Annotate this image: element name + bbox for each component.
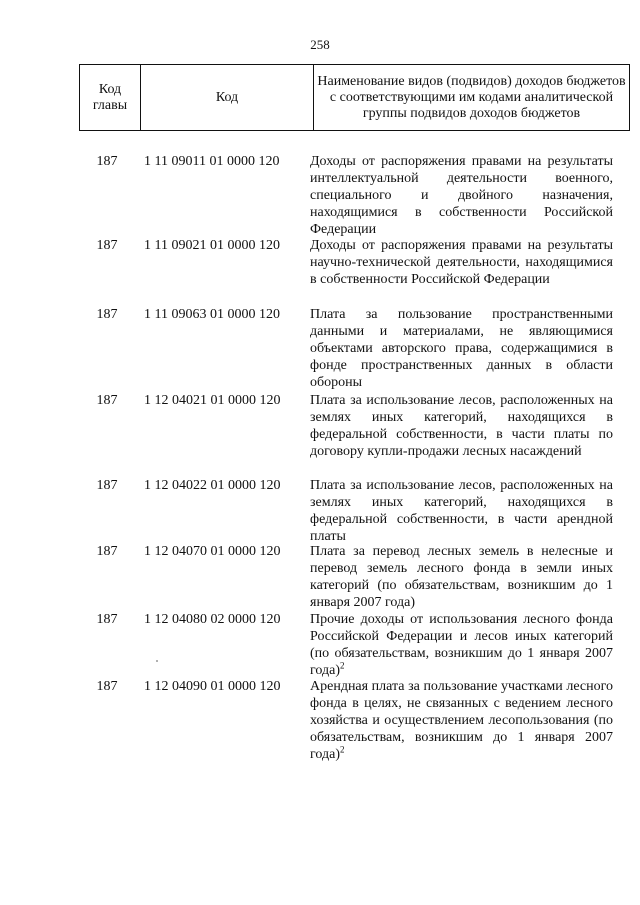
chapter-cell: 187 (96, 307, 118, 322)
header-code: Код (141, 65, 314, 131)
table-header (79, 64, 630, 131)
table-row (79, 477, 614, 543)
chapter-cell: 187 (96, 154, 118, 169)
name-text: Арендная плата за пользование участками лесного фонда в целях, не связанных с ведением лесного хозяйства и осуществлением лесопользования (по обязательствам, возникшим до 1 января 2007 года) (310, 679, 613, 762)
code-cell: 1 11 09011 01 0000 120 (144, 154, 280, 169)
name-cell (310, 392, 613, 477)
chapter-cell: 187 (96, 478, 118, 493)
name-text: Доходы от распоряжения правами на результаты научно-технической деятельности, находящимися в собственности Российской Федерации (310, 238, 613, 287)
code-cell: 1 11 09063 01 0000 120 (144, 307, 280, 322)
code-cell: 1 11 09021 01 0000 120 (144, 238, 280, 253)
code-cell: 1 12 04021 01 0000 120 (144, 393, 281, 408)
table-row (79, 392, 614, 477)
chapter-cell: 187 (96, 544, 118, 559)
table-row (79, 306, 614, 392)
table-row (79, 237, 614, 306)
table-row (79, 611, 614, 678)
name-text: Плата за использование лесов, расположенных на землях иных категорий, находящихся в федеральной собственности, в части арендной платы (310, 478, 613, 544)
name-cell (310, 611, 613, 678)
code-cell: 1 12 04070 01 0000 120 (144, 544, 281, 559)
chapter-cell: 187 (96, 393, 118, 408)
name-text: Прочие доходы от использования лесного фонда Российской Федерации и лесов иных категорий (по обязательствам, возникшим до 1 января 2007 года) (310, 612, 613, 678)
name-cell (310, 153, 613, 237)
name-cell (310, 237, 613, 306)
header-chapter-code: Код главы (80, 65, 141, 131)
name-cell (310, 306, 613, 392)
name-cell (310, 678, 613, 782)
name-text: Плата за использование лесов, расположенных на землях иных категорий, находящихся в федеральной собственности, в части платы по договору купли-продажи лесных насаждений (310, 393, 613, 459)
table-row (79, 678, 614, 782)
name-text: Плата за перевод лесных земель в нелесные и перевод земель лесного фонда в земли иных категорий (по обязательствам, возникшим до 1 января 2007 года) (310, 544, 613, 610)
chapter-cell: 187 (96, 238, 118, 253)
name-text: Плата за пользование пространственными данными и материалами, не являющимися объектами авторского права, содержащимися в фонде пространственных данных в области обороны (310, 307, 613, 390)
table-row (79, 153, 614, 237)
name-cell (310, 543, 613, 611)
name-text: Доходы от распоряжения правами на результаты интеллектуальной деятельности военного, специального и двойного назначения, находящимися в собственности Российской Федерации (310, 154, 613, 237)
code-cell: 1 12 04090 01 0000 120 (144, 679, 281, 694)
chapter-cell: 187 (96, 679, 118, 694)
table-row (79, 543, 614, 611)
code-cell: 1 12 04080 02 0000 120 (144, 612, 281, 627)
page-number: 258 (310, 37, 330, 52)
name-cell (310, 477, 613, 543)
code-cell: 1 12 04022 01 0000 120 (144, 478, 281, 493)
footnote-marker: 2 (340, 744, 345, 755)
table-body (79, 153, 614, 782)
footnote-marker: 2 (340, 660, 345, 671)
scan-speck (156, 660, 158, 662)
header-name: Наименование видов (подвидов) доходов бюджетов с соответствующими им кодами аналитической группы подвидов доходов бюджетов (314, 65, 630, 131)
chapter-cell: 187 (96, 612, 118, 627)
